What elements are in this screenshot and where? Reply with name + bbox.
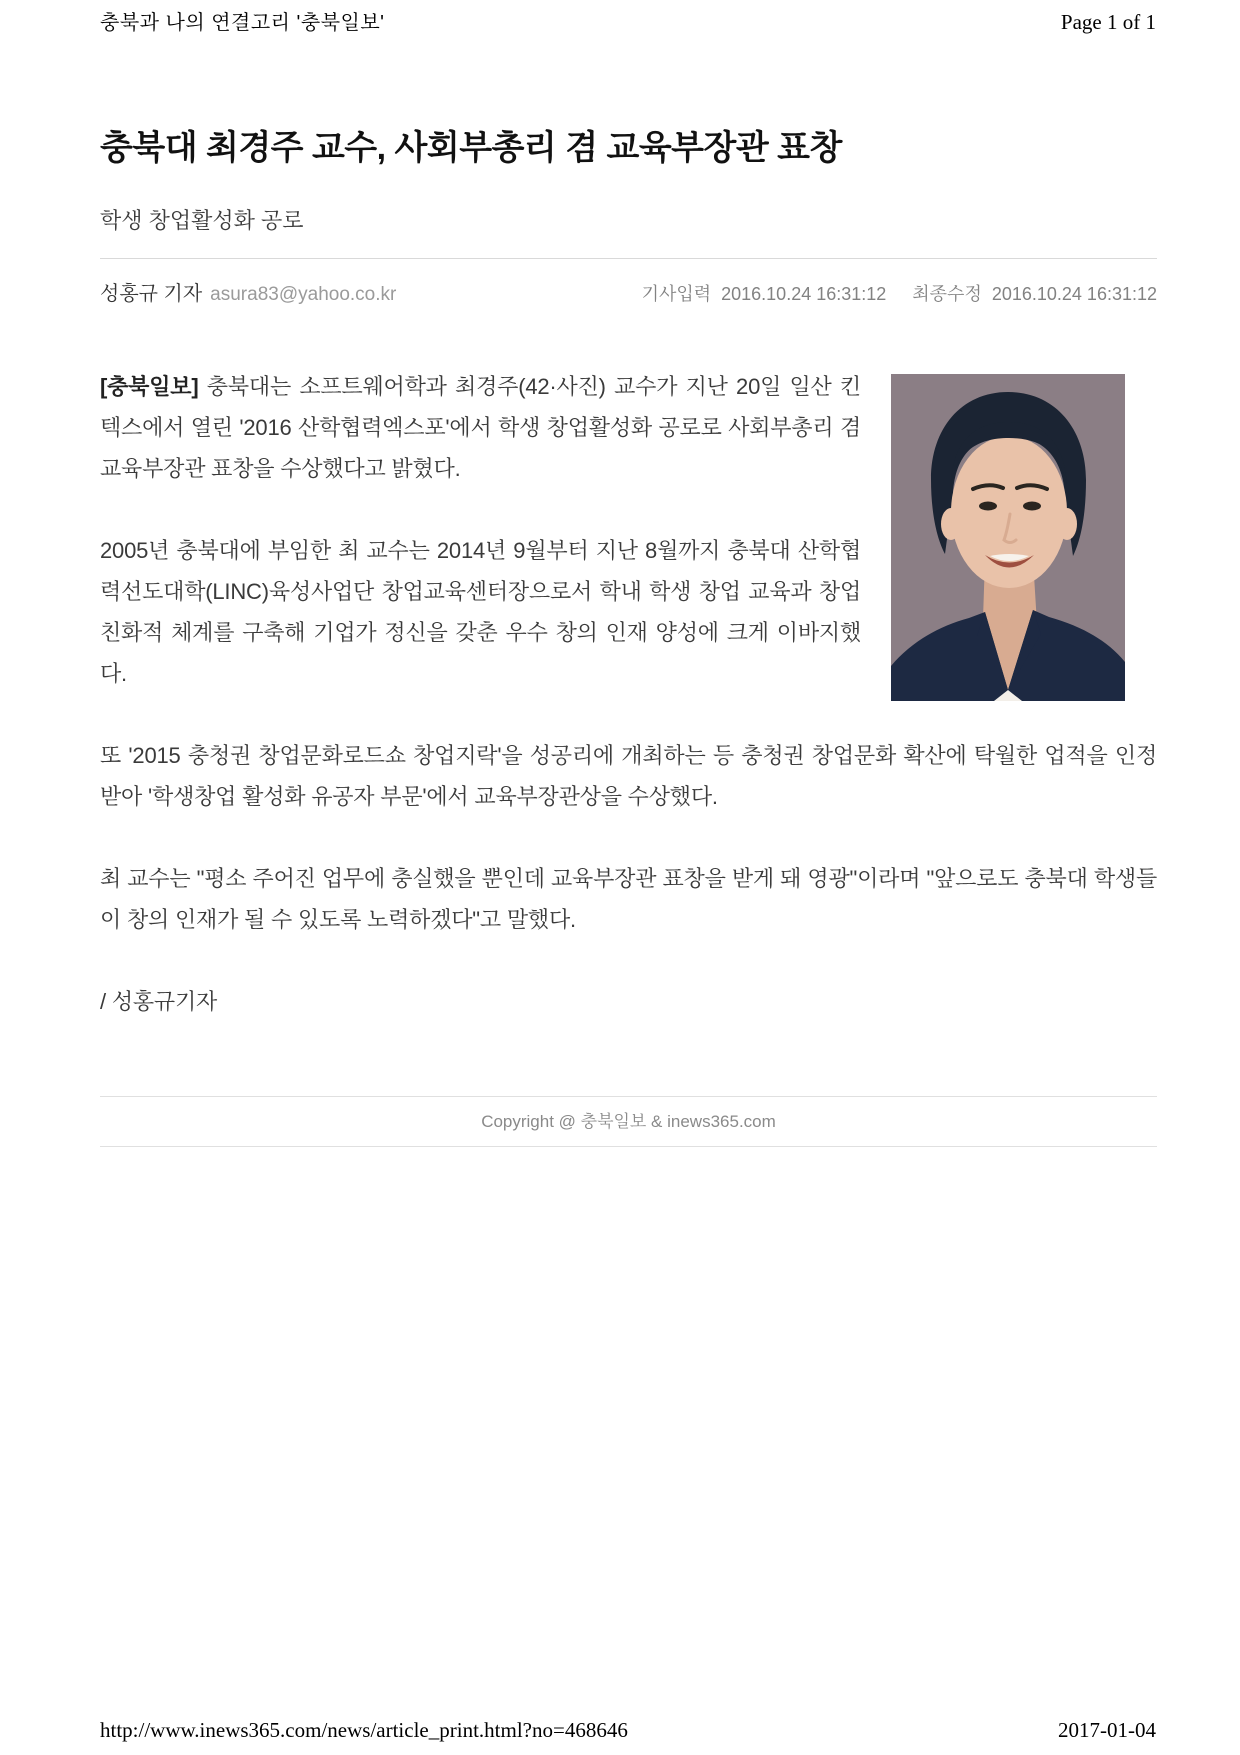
print-header-page-count: Page 1 of 1 — [1060, 10, 1156, 34]
portrait-eye-left — [979, 502, 997, 511]
print-footer-url: http://www.inews365.com/news/article_print.html?no=468646 — [100, 1718, 628, 1742]
modified-datetime: 2016.10.24 16:31:12 — [991, 284, 1157, 304]
paragraph-1-text: 충북대는 소프트웨어학과 최경주(42·사진) 교수가 지난 20일 일산 킨텍스에서 열린 '2016 산학협력엑스포'에서 학생 창업활성화 공로로 사회부총리 겸 교육부장관 표창을 수상했다고 밝혔다. — [100, 374, 861, 481]
print-footer-date: 2017-01-04 — [1058, 1718, 1156, 1742]
print-footer — [100, 1718, 1156, 1743]
byline-reporter-block — [100, 277, 396, 306]
article — [0, 128, 1240, 1147]
print-header — [100, 6, 1156, 35]
article-body — [100, 366, 1157, 1022]
print-header-title: 충북과 나의 연결고리 '충북일보' — [100, 12, 385, 34]
press-tag: [충북일보] — [100, 374, 199, 399]
paragraph-4: 최 교수는 "평소 주어진 업무에 충실했을 뿐인데 교육부장관 표창을 받게 돼 영광"이라며 "앞으로도 충북대 학생들이 창의 인재가 될 수 있도록 노력하겠다"고 말했다. — [100, 866, 1157, 932]
reporter-name: 성홍규 기자 — [100, 283, 203, 305]
copyright-bar: Copyright @ 충북일보 & inews365.com — [100, 1096, 1157, 1147]
portrait-photo-graphic — [891, 374, 1125, 701]
paragraph-3: 또 '2015 충청권 창업문화로드쇼 창업지락'을 성공리에 개최하는 등 충청권 창업문화 확산에 탁월한 업적을 인정받아 '학생창업 활성화 유공자 부문'에서 교육부장관상을 수상했다. — [100, 743, 1157, 809]
article-subtitle: 학생 창업활성화 공로 — [100, 208, 304, 233]
published-datetime: 2016.10.24 16:31:12 — [721, 284, 887, 304]
signoff: / 성홍규기자 — [100, 989, 218, 1014]
paragraph-2: 2005년 충북대에 부임한 최 교수는 2014년 9월부터 지난 8월까지 충북대 산학협력선도대학(LINC)육성사업단 창업교육센터장으로서 학내 학생 창업 교육과 창업 친화적 체계를 구축해 기업가 정신을 갖춘 우수 창의 인재 양성에 크게 이바지했다. — [100, 538, 861, 686]
byline-bar — [100, 258, 1157, 306]
reporter-email: asura83@yahoo.co.kr — [210, 284, 397, 305]
portrait-eye-right — [1023, 502, 1041, 511]
byline-dates-block — [642, 280, 1157, 306]
modified-label: 최종수정 — [912, 284, 982, 304]
article-photo — [891, 374, 1125, 701]
published-label: 기사입력 — [641, 284, 712, 304]
article-title: 충북대 최경주 교수, 사회부총리 겸 교육부장관 표창 — [100, 129, 842, 167]
